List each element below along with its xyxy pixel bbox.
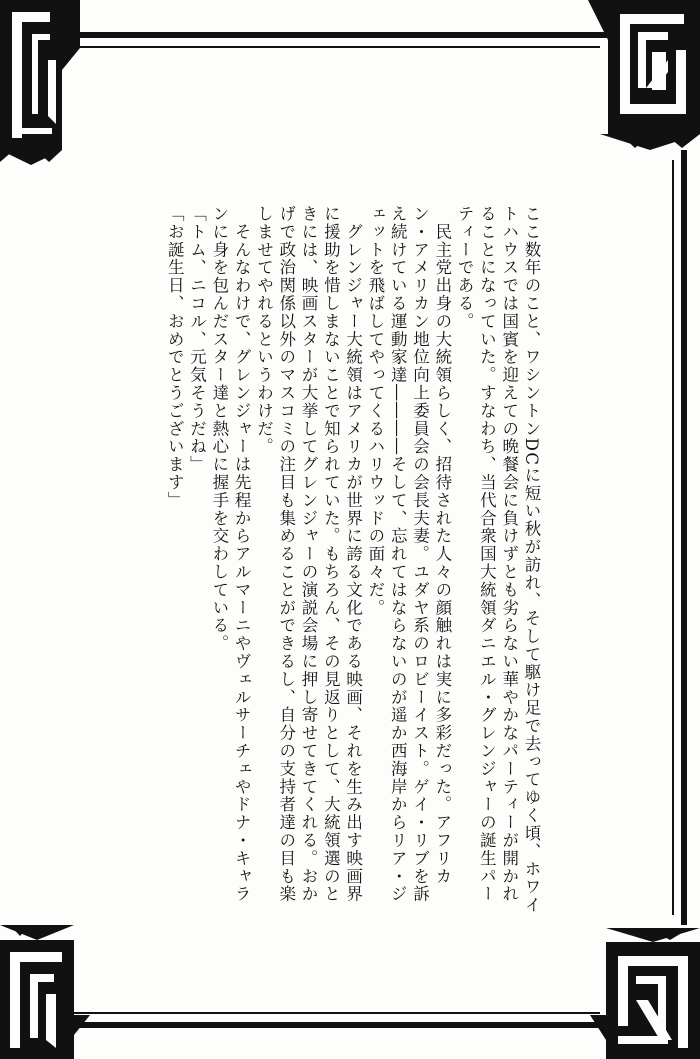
corner-ornament-top-right (588, 0, 700, 150)
corner-ornament-top-left (0, 0, 80, 165)
paragraph-3: グレンジャー大統領はアメリカが世界に誇る文化である映画、それを生み出す映画界に援助を惜しまないことで知られていた。もちろん、その見返りとして、大統領選のときには、映画スターが大挙してグレンジャーの演説会場に押し寄せてきてくれる。おかげで政治関係以外のマスコミの注目も集めることができるし、自分の支持者達の目も楽しませてやれるというわけだ。 (254, 205, 363, 904)
bottom-border-inner-rule (72, 1012, 600, 1014)
top-border-rule (62, 32, 610, 38)
right-border-rule (681, 150, 687, 925)
right-border-inner-rule (672, 160, 674, 915)
top-border-inner-rule (72, 46, 600, 48)
paragraph-2: 民主党出身の大統領らしく、招待された人々の顔触れは実に多彩だった。アフリカン・アメリカン地位向上委員会の会長夫妻。ユダヤ系のロビーイスト。ゲイ・リブを訴え続けている運動家達――――そして、忘れてはならないのが遥か西海岸からリア・ジェットを飛ばしてやってくるハリウッドの面々だ。 (365, 205, 452, 904)
corner-ornament-bottom-left (0, 925, 90, 1059)
vertical-body-text (100, 205, 542, 915)
bottom-border-rule (62, 1022, 610, 1028)
corner-ornament-bottom-right (590, 928, 700, 1059)
paragraph-4: そんなわけで、グレンジャーは先程からアルマーニやヴェルサーチェやドナ・キャランに身を包んだスター達と熱心に握手を交わしている。 (209, 205, 252, 904)
paragraph-1: ここ数年のこと、ワシントンDCに短い秋が訪れ、そして駆け足で去ってゆく頃、ホワイトハウスでは国賓を迎えての晩餐会に負けずとも劣らない華やかなパーティーが開かれることになっていた。すなわち、当代合衆国大統領ダニエル・グレンジャーの誕生パーティーである。 (455, 205, 541, 914)
dialogue-line-1: 「トム、ニコル、元気そうだね」 (187, 205, 207, 474)
dialogue-line-2: 「お誕生日、おめでとうございます」 (165, 205, 185, 510)
